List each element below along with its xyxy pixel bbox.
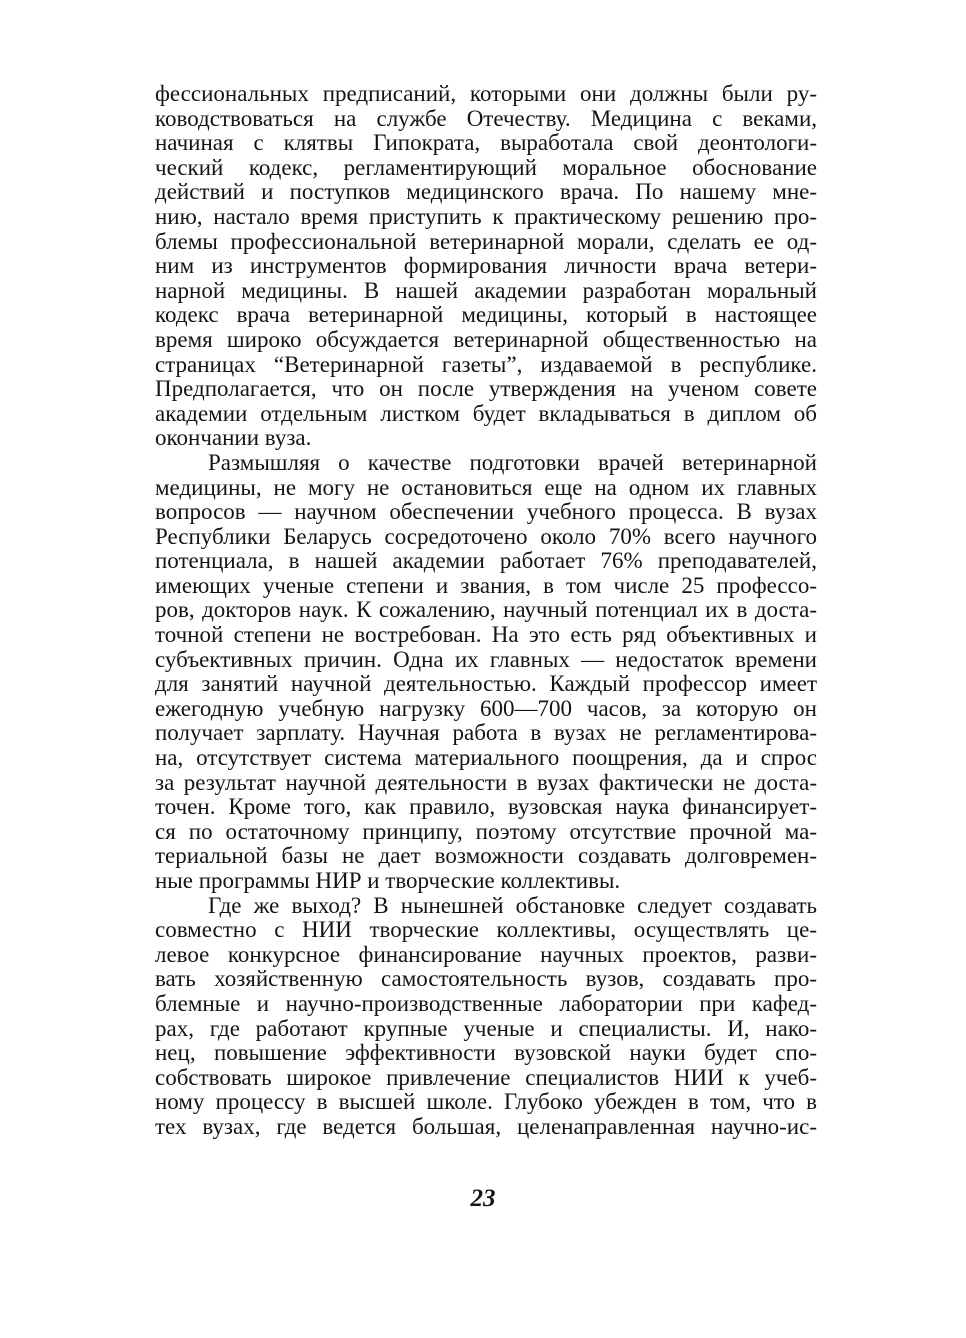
text-line: совместно с НИИ творческие коллективы, осуществлять це- xyxy=(155,918,817,943)
text-line: ному процессу в высшей школе. Глубоко убежден в том, что в xyxy=(155,1090,817,1115)
text-line: ров, докторов наук. К сожалению, научный потенциал их в доста- xyxy=(155,598,817,623)
text-line: нию, настало время приступить к практическому решению про- xyxy=(155,204,817,229)
text-line: имеющих ученые степени и звания, в том числе 25 профессо- xyxy=(155,573,817,598)
text-line: ческий кодекс, регламентирующий моральное обоснование xyxy=(155,155,817,180)
paragraph-1 xyxy=(155,82,817,451)
text-line: начиная с клятвы Гипократа, выработала свой деонтологи- xyxy=(155,131,817,156)
text-line: вать хозяйственную самостоятельность вузов, создавать про- xyxy=(155,967,817,992)
text-line: для занятий научной деятельностью. Каждый профессор имеет xyxy=(155,672,817,697)
text-line: получает зарплату. Научная работа в вузах не регламентирова- xyxy=(155,721,817,746)
text-line: потенциала, в нашей академии работает 76% преподавателей, xyxy=(155,549,817,574)
text-line: собствовать широкое привлечение специалистов НИИ к учеб- xyxy=(155,1065,817,1090)
text-line: академии отдельным листком будет вкладываться в диплом об xyxy=(155,401,817,426)
text-line: фессиональных предписаний, которыми они должны были ру- xyxy=(155,82,817,106)
text-line: вопросов — научном обеспечении учебного процесса. В вузах xyxy=(155,500,817,525)
text-line: кодекс врача ветеринарной медицины, который в настоящее xyxy=(155,303,817,328)
text-line: Республики Беларусь сосредоточено около 70% всего научного xyxy=(155,524,817,549)
text-line: ководствоваться на службе Отечеству. Медицина с веками, xyxy=(155,106,817,131)
body-text xyxy=(155,82,817,1140)
text-line: страницах “Ветеринарной газеты”, издаваемой в республике. xyxy=(155,352,817,377)
text-line: окончании вуза. xyxy=(155,426,312,451)
text-line: тех вузах, где ведется большая, целенаправленная научно-ис- xyxy=(155,1114,817,1139)
text-line: нарной медицины. В нашей академии разработан моральный xyxy=(155,278,817,303)
text-line: за результат научной деятельности в вузах фактически не доста- xyxy=(155,770,817,795)
page-number: 23 xyxy=(470,1185,496,1212)
text-line: блемы профессиональной ветеринарной морали, сделать ее од- xyxy=(155,229,817,254)
text-line: левое конкурсное финансирование научных проектов, разви- xyxy=(155,942,817,967)
text-line: точен. Кроме того, как правило, вузовская наука финансирует- xyxy=(155,795,817,820)
text-line: точной степени не востребован. На это есть ряд объективных и xyxy=(155,623,817,648)
text-line: нец, повышение эффективности вузовской науки будет спо- xyxy=(155,1041,817,1066)
text-line: Размышляя о качестве подготовки врачей ветеринарной xyxy=(208,450,817,475)
text-line: ные программы НИР и творческие коллективы. xyxy=(155,869,621,893)
text-line: ним из инструментов формирования личности врача ветери- xyxy=(155,254,817,279)
text-line: териальной базы не дает возможности создавать долговремен- xyxy=(155,844,817,869)
text-line: блемные и научно-производственные лаборатории при кафед- xyxy=(155,991,817,1016)
text-line: медицины, не могу не остановиться еще на одном их главных xyxy=(155,475,817,500)
text-line: ежегодную учебную нагрузку 600—700 часов, за которую он xyxy=(155,696,817,721)
text-line: действий и поступков медицинского врача. По нашему мне- xyxy=(155,180,817,205)
text-line: субъективных причин. Одна их главных — недостаток времени xyxy=(155,647,817,672)
text-line: Предполагается, что он после утверждения на ученом совете xyxy=(155,377,817,402)
text-line: рах, где работают крупные ученые и специалисты. И, нако- xyxy=(155,1016,817,1041)
text-line: ся по остаточному принципу, поэтому отсутствие прочной ма- xyxy=(155,819,817,844)
paragraph-2 xyxy=(155,451,817,894)
text-line: Где же выход? В нынешней обстановке следует создавать xyxy=(208,893,817,918)
text-line: на, отсутствует система материального поощрения, да и спрос xyxy=(155,746,817,771)
paragraph-3 xyxy=(155,894,817,1140)
text-line: время широко обсуждается ветеринарной общественностью на xyxy=(155,327,817,352)
